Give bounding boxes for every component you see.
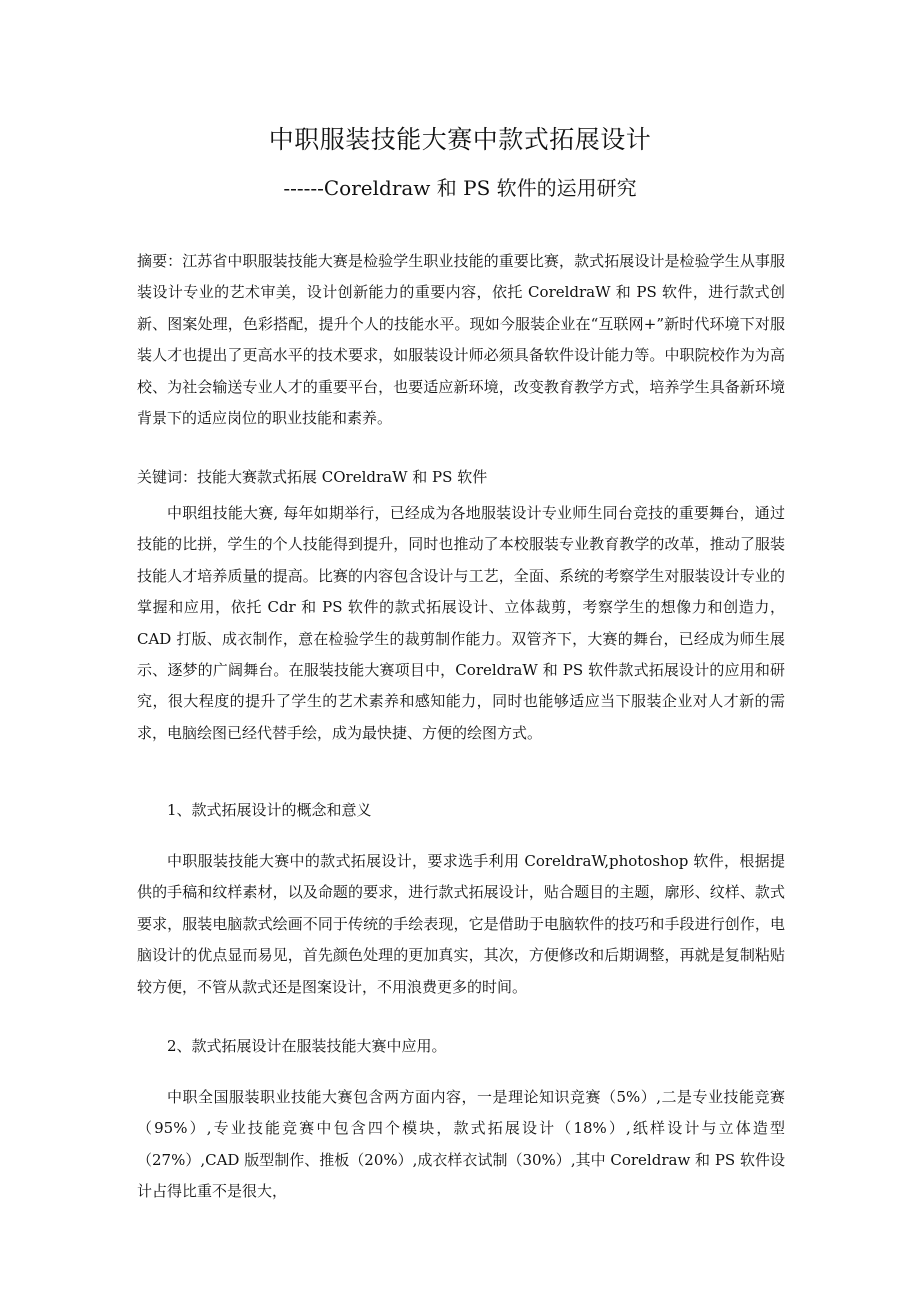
document-title: 中职服装技能大赛中款式拓展设计 — [268, 125, 652, 154]
intro-paragraph: 中职组技能大赛, 每年如期举行，已经成为各地服装设计专业师生同台竞技的重要舞台，通过技能的比拼，学生的个人技能得到提升，同时也推动了本校服装专业教育教学的改革，推动了服装技能人才培养质量的提高。比赛的内容包含设计与工艺，全面、系统的考察学生对服装设计专业的掌握和应用，依托 Cdr 和 PS 软件的款式拓展设计、立体裁剪，考察学生的想像力和创造力，CAD 打版、成衣制作，意在检验学生的裁剪制作能力。双管齐下，大赛的舞台，已经成为师生展示、逐梦的广阔舞台。在服装技能大赛项目中，CoreldraW 和 PS 软件款式拓展设计的应用和研究，很大程度的提升了学生的艺术素养和感知能力，同时也能够适应当下服装企业对人才新的需求，电脑绘图已经代替手绘，成为最快捷、方便的绘图方式。 — [137, 504, 785, 742]
section-heading-1: 1、款式拓展设计的概念和意义 — [167, 801, 372, 819]
abstract-paragraph: 摘要：江苏省中职服装技能大赛是检验学生职业技能的重要比赛，款式拓展设计是检验学生从事服装设计专业的艺术审美，设计创新能力的重要内容，依托 CoreldraW 和 PS 软件，进行款式创新、图案处理，色彩搭配，提升个人的技能水平。现如今服装企业在“互联网+”新时代环境下对服装人才也提出了更高水平的技术要求，如服装设计师必须具备软件设计能力等。中职院校作为为高校、为社会输送专业人才的重要平台，也要适应新环境，改变教育教学方式，培养学生具备新环境背景下的适应岗位的职业技能和素养。 — [137, 252, 785, 428]
section-1-paragraph: 中职服装技能大赛中的款式拓展设计，要求选手利用 CoreldraW,photoshop 软件，根据提供的手稿和纹样素材，以及命题的要求，进行款式拓展设计，贴合题目的主题，廓形、纹样、款式要求，服装电脑款式绘画不同于传统的手绘表现，它是借助于电脑软件的技巧和手段进行创作，电脑设计的优点显而易见，首先颜色处理的更加真实，其次，方便修改和后期调整，再就是复制粘贴较方便，不管从款式还是图案设计，不用浪费更多的时间。 — [137, 852, 785, 996]
section-heading-2: 2、款式拓展设计在服装技能大赛中应用。 — [167, 1037, 447, 1055]
document-subtitle: ------Coreldraw 和 PS 软件的运用研究 — [283, 176, 637, 200]
keywords-line: 关键词：技能大赛款式拓展 COreldraW 和 PS 软件 — [137, 468, 488, 486]
section-2-paragraph: 中职全国服装职业技能大赛包含两方面内容，一是理论知识竞赛（5%）,二是专业技能竞赛（95%）,专业技能竞赛中包含四个模块，款式拓展设计（18%）,纸样设计与立体造型（27%）,CAD 版型制作、推板（20%）,成衣样衣试制（30%）,其中 Coreldraw 和 PS 软件设计占得比重不是很大， — [137, 1088, 785, 1201]
